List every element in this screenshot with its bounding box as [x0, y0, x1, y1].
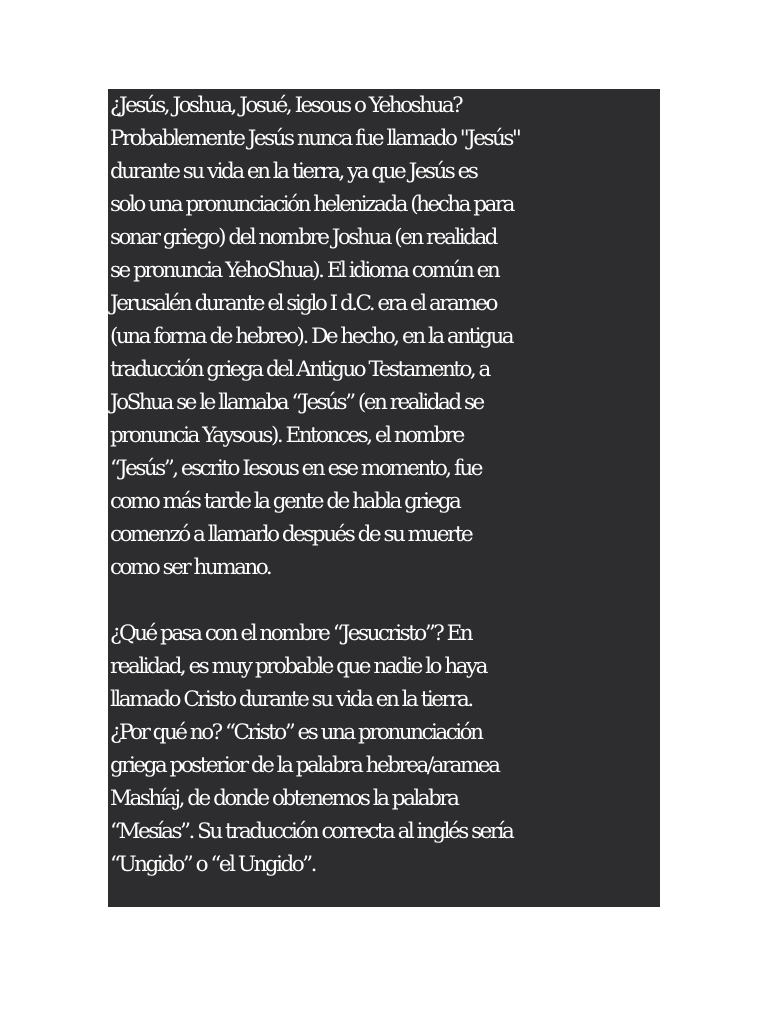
text-line: ¿Jesús, Joshua, Josué, Iesous o Yehoshua? — [110, 93, 462, 118]
text-line: (una forma de hebreo). De hecho, en la antigua — [110, 324, 513, 349]
text-line: traducción griega del Antiguo Testamento, a — [110, 357, 489, 382]
text-line: solo una pronunciación helenizada (hecha para — [110, 192, 513, 217]
text-line: ¿Por qué no? “Cristo” es una pronunciación — [110, 720, 482, 745]
text-line: griega posterior de la palabra hebrea/aramea — [110, 753, 499, 778]
text-line: como ser humano. — [110, 555, 271, 580]
text-line: como más tarde la gente de habla griega — [110, 489, 460, 514]
text-line: “Mesías”. Su traducción correcta al inglés sería — [110, 819, 513, 844]
text-line: “Jesús”, escrito Iesous en ese momento, fue — [110, 456, 481, 481]
text-line: pronuncia Yaysous). Entonces, el nombre — [110, 423, 463, 448]
text-block — [108, 89, 660, 907]
paragraph-gap — [110, 584, 660, 617]
text-line: durante su vida en la tierra, ya que Jesús es — [110, 159, 477, 184]
text-line: realidad, es muy probable que nadie lo haya — [110, 654, 486, 679]
text-line: comenzó a llamarlo después de su muerte — [110, 522, 472, 547]
text-line: llamado Cristo durante su vida en la tierra. — [110, 687, 472, 712]
text-line: Mashíaj, de donde obtenemos la palabra — [110, 786, 458, 811]
text-line: “Ungido” o “el Ungido”. — [110, 852, 315, 877]
text-line: Probablemente Jesús nunca fue llamado "Jesús" — [110, 126, 520, 151]
text-line: ¿Qué pasa con el nombre “Jesucristo”? En — [110, 621, 472, 646]
text-line: se pronuncia YehoShua). El idioma común en — [110, 258, 499, 283]
text-line: Jerusalén durante el siglo I d.C. era el arameo — [110, 291, 496, 316]
text-line: sonar griego) del nombre Joshua (en realidad — [110, 225, 496, 250]
text-line: JoShua se le llamaba “Jesús” (en realidad se — [110, 390, 483, 415]
